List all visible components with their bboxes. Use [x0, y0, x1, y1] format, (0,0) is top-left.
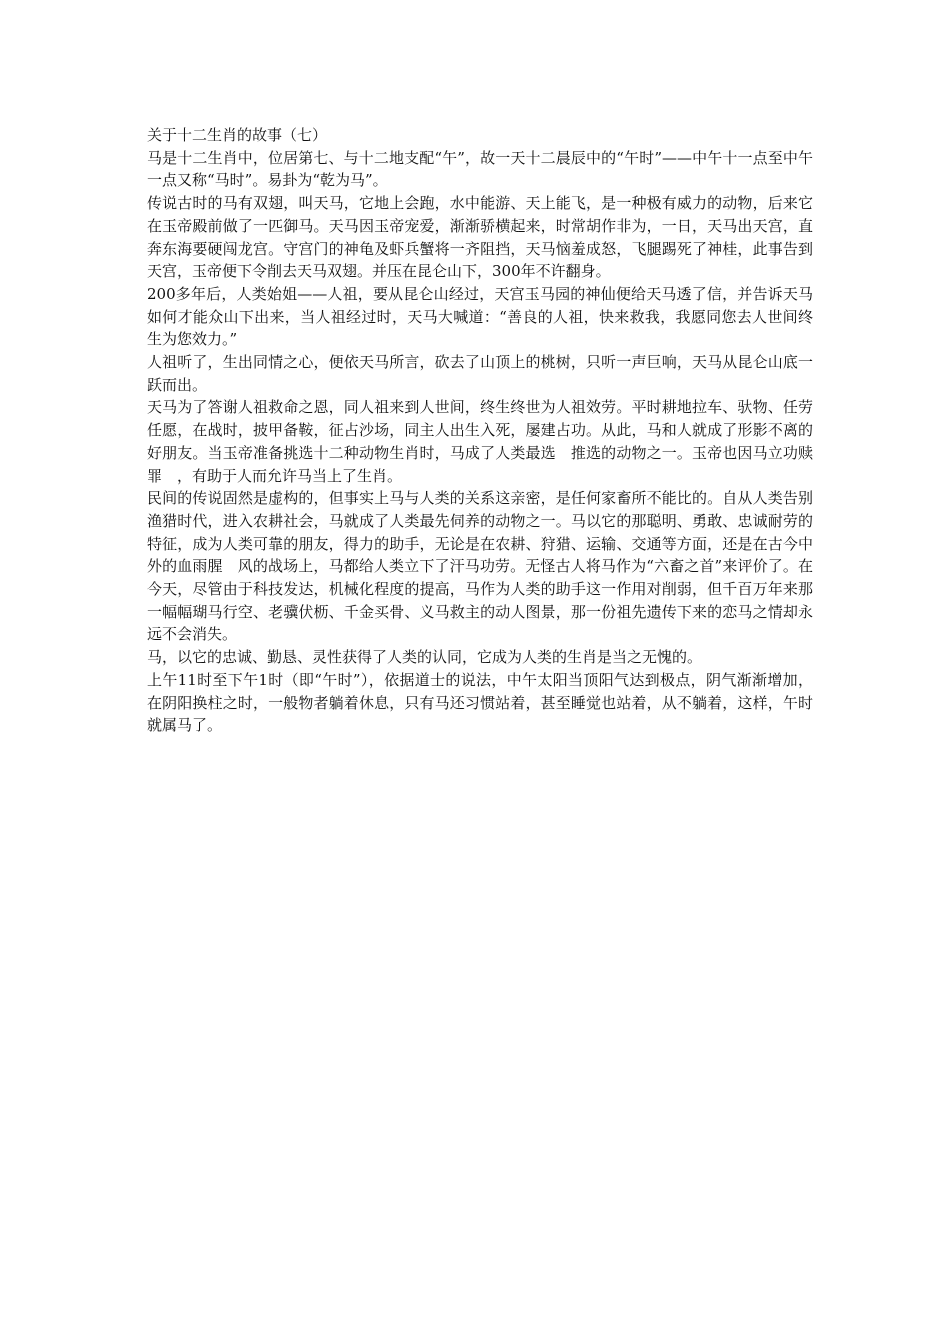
document-title: 关于十二生肖的故事（七） — [147, 126, 328, 144]
paragraph-recognition: 马，以它的忠诚、勤恳、灵性获得了人类的认同，它成为人类的生肖是当之无愧的。 — [147, 648, 703, 667]
paragraph-renzu: 200多年后，人类始姐——人祖，要从昆仑山经过，天宫玉马园的神仙便给天马透了信，并告诉天马如何才能众山下出来，当人祖经过时，天马大喊道：“善良的人祖，快来救我，我愿同您去人世间终生为您效力。” — [147, 284, 813, 349]
paragraph-history: 民间的传说固然是虚构的，但事实上马与人类的关系这亲密，是任何家畜所不能比的。自从人类告别渔猎时代，进入农耕社会，马就成了人类最先伺养的动物之一。马以它的那聪明、勇敢、忠诚耐劳的特征，成为人类可靠的朋友，得力的助手，无论是在农耕、狩猎、运输、交通等方面，还是在古今中外的血雨腥 风的战场上，马都给人类立下了汗马功劳。无怪古人将马作为“六畜之首”来评价了。在今天，尽管由于科技发达，机械化程度的提高，马作为人类的助手这一作用对削弱，但千百万年来那一幅幅瑚马行空、老骥伏枥、千金买骨、义马救主的动人图景，那一份祖先遗传下来的恋马之情却永远不会消失。 — [147, 489, 813, 644]
paragraph-gratitude: 天马为了答谢人祖救命之恩，同人祖来到人世间，终生终世为人祖效劳。平时耕地拉车、驮物、任劳任愿，在战时，披甲备鞍，征占沙场，同主人出生入死，屡建占功。从此，马和人就成了形影不离的好朋友。当玉帝准备挑选十二种动物生肖时，马成了人类最选 推选的动物之一。玉帝也因马立功赎罪 ，有助于人而允许马当上了生肖。 — [147, 398, 813, 485]
paragraph-intro: 马是十二生肖中，位居第七、与十二地支配“午”，故一天十二晨辰中的“午时”——中午十一点至中午一点又称“马时”。易卦为“乾为马”。 — [147, 148, 813, 190]
paragraph-legend-tianma: 传说古时的马有双翅，叫天马，它地上会跑，水中能游、天上能飞，是一种极有威力的动物，后来它在玉帝殿前做了一匹御马。天马因玉帝宠爱，渐渐骄横起来，时常胡作非为，一日，天马出天宫，直奔东海要硬闯龙宫。守宫门的神龟及虾兵蟹将一齐阻挡，天马恼羞成怒，飞腿踢死了神桂，此事告到天宫，玉帝便下令削去天马双翅。并压在昆仑山下，300年不许翻身。 — [147, 194, 813, 281]
paragraph-rescue: 人祖听了，生出同情之心，便依天马所言，砍去了山顶上的桃树，只听一声巨响，天马从昆仑山底一跃而出。 — [147, 353, 813, 394]
document-body — [147, 124, 813, 737]
paragraph-wushi: 上午11时至下午1时（即“午时”），依据道士的说法，中午太阳当顶阳气达到极点，阴气渐渐增加，在阴阳换柱之时，一般物者躺着休息，只有马还习惯站着，甚至睡觉也站着，从不躺着，这样，午时就属马了。 — [147, 670, 813, 735]
